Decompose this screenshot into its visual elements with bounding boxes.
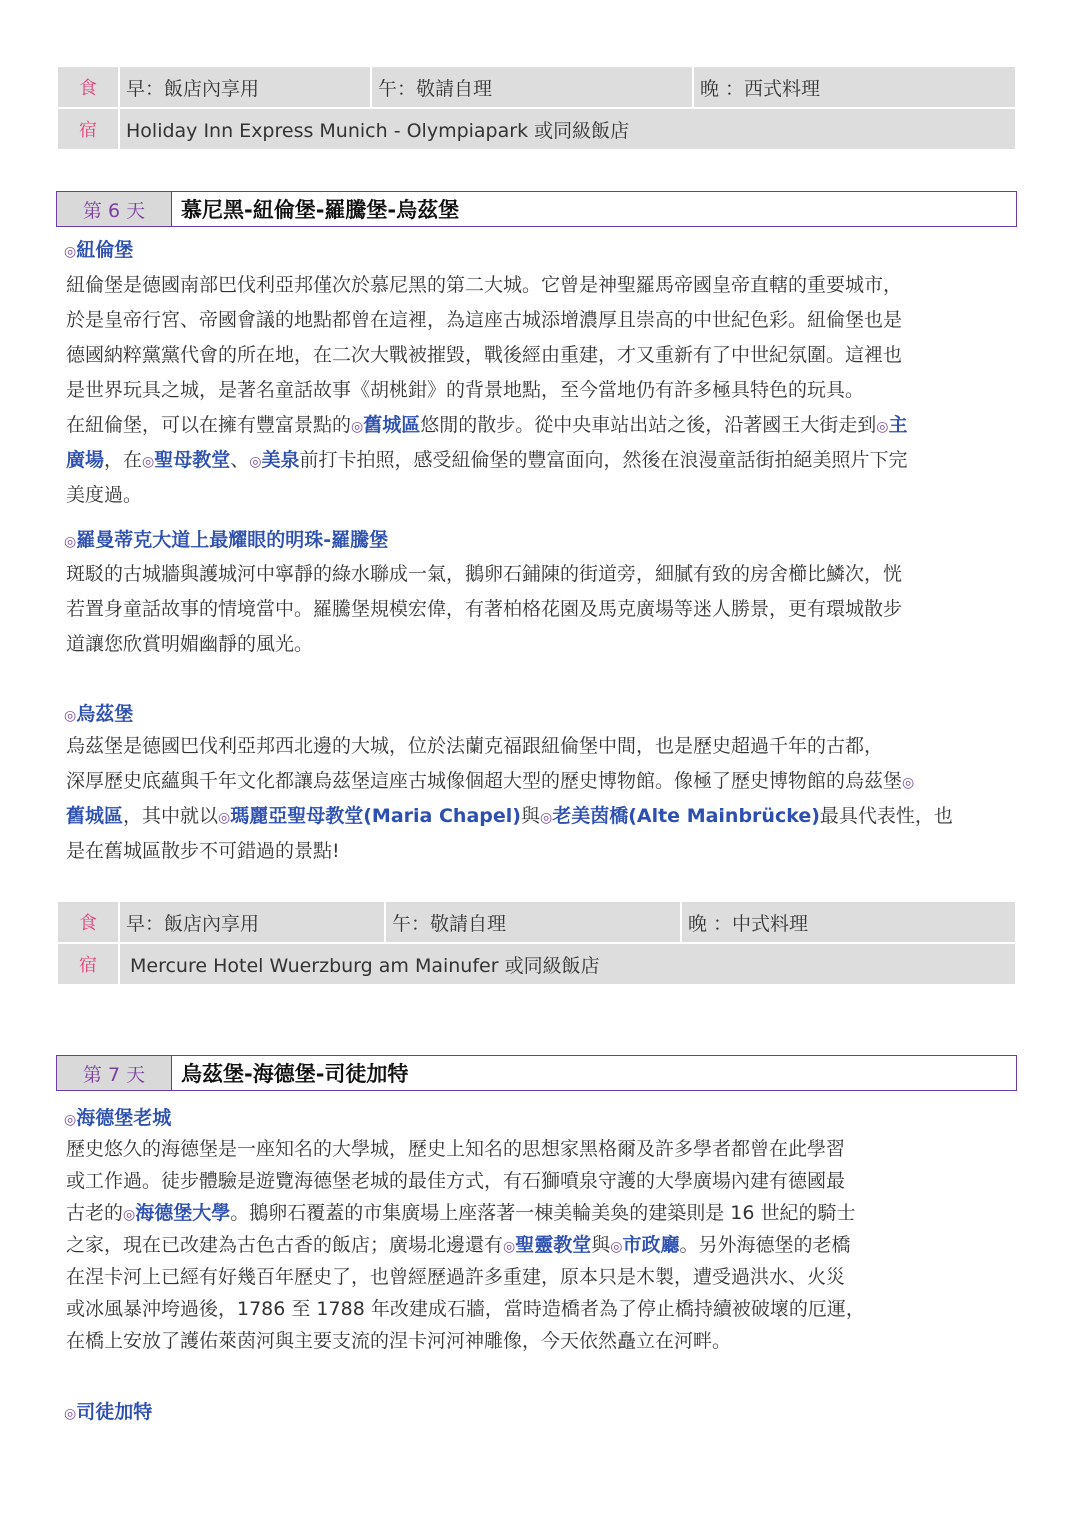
hotel-cell: Mercure Hotel Wuerzburg am Mainufer 或同級飯店 bbox=[119, 943, 1016, 985]
breakfast-cell: 早：飯店內享用 bbox=[119, 66, 371, 108]
section-title-stuttgart: ◎司徒加特 bbox=[64, 1401, 153, 1423]
stay-icon: 宿 bbox=[57, 943, 119, 985]
paragraph-wurzburg: 烏茲堡是德國巴伐利亞邦西北邊的大城，位於法蘭克福跟紐倫堡中間，也是歷史超過千年的古都， 深厚歷史底蘊與千年文化都讓烏茲堡這座古城像個超大型的歷史博物館。像極了歷史博物館的烏茲堡◎ 舊城區，其中就以◎瑪麗亞聖母教堂(Maria Chapel)與◎老美茵橋(Alte Mainbrücke)最具代表性，也 是在舊城區散步不可錯過的景點! bbox=[66, 735, 953, 862]
section-title-rothenburg: ◎羅曼蒂克大道上最耀眼的明珠-羅騰堡 bbox=[64, 529, 389, 551]
day-6-header bbox=[56, 191, 1017, 227]
paragraph-rothenburg: 斑駁的古城牆與護城河中寧靜的綠水聯成一氣，鵝卵石鋪陳的街道旁，細膩有致的房舍櫛比鱗次，恍 若置身童話故事的情境當中。羅騰堡規模宏偉，有著柏格花園及馬克廣場等迷人勝景，更有環城散步 道讓您欣賞明媚幽靜的風光。 bbox=[66, 563, 903, 655]
link-university: ◎海德堡大學 bbox=[123, 1202, 231, 1224]
food-icon: 食 bbox=[57, 901, 119, 943]
link-town-hall: ◎市政廳 bbox=[610, 1234, 680, 1256]
link-maria-chapel: ◎瑪麗亞聖母教堂(Maria Chapel) bbox=[218, 805, 521, 827]
link-old-bridge: ◎老美茵橋(Alte Mainbrücke) bbox=[539, 805, 820, 827]
section-title-heidelberg: ◎海德堡老城 bbox=[64, 1107, 172, 1129]
food-icon: 食 bbox=[57, 66, 119, 108]
dinner-cell: 晚 ：中式料理 bbox=[681, 901, 1016, 943]
hotel-cell: Holiday Inn Express Munich - Olympiapark 或同級飯店 bbox=[119, 108, 1016, 150]
link-main-square: ◎主 bbox=[876, 414, 908, 436]
link-church: ◎聖母教堂 bbox=[142, 449, 231, 471]
meal-table-day5 bbox=[56, 65, 1017, 151]
day-number: 第 6 天 bbox=[57, 192, 172, 226]
paragraph-heidelberg: 歷史悠久的海德堡是一座知名的大學城，歷史上知名的思想家黑格爾及許多學者都曾在此學習 或工作過。徒步體驗是遊覽海德堡老城的最佳方式，有石獅噴泉守護的大學廣場內建有德國最 古老的◎海德堡大學。鵝卵石覆蓋的市集廣場上座落著一棟美輪美奐的建築則是 16 世紀的騎士 之家，現在已改建為古色古香的飯店；廣場北邊還有◎聖靈教堂與◎市政廳。另外海德堡的老橋 在涅卡河上已經有好幾百年歷史了，也曾經歷過許多重建，原本只是木製，遭受過洪水、火災 或冰風暴沖垮過後，1786 至 1788 年改建成石牆，當時造橋者為了停止橋持續被破壞的厄運， 在橋上安放了護佑萊茵河與主要支流的涅卡河河神雕像，今天依然矗立在河畔。 bbox=[66, 1138, 865, 1352]
day-title: 慕尼黑-紐倫堡-羅騰堡-烏茲堡 bbox=[181, 198, 460, 222]
meal-table-day6 bbox=[56, 900, 1017, 986]
section-title-nuremberg: ◎紐倫堡 bbox=[64, 239, 134, 261]
day-title: 烏茲堡-海德堡-司徒加特 bbox=[181, 1062, 409, 1086]
breakfast-cell: 早：飯店內享用 bbox=[119, 901, 385, 943]
section-title-wurzburg: ◎烏茲堡 bbox=[64, 703, 134, 725]
lunch-cell: 午：敬請自理 bbox=[385, 901, 681, 943]
dinner-cell: 晚 ：西式料理 bbox=[693, 66, 1016, 108]
link-old-town: ◎舊城區 bbox=[351, 414, 421, 436]
link-fountain: ◎美泉 bbox=[249, 449, 300, 471]
link-holy-spirit-church: ◎聖靈教堂 bbox=[503, 1234, 592, 1256]
stay-icon: 宿 bbox=[57, 108, 119, 150]
day-number: 第 7 天 bbox=[57, 1056, 172, 1090]
paragraph-nuremberg: 紐倫堡是德國南部巴伐利亞邦僅次於慕尼黑的第二大城。它曾是神聖羅馬帝國皇帝直轄的重要城市， 於是皇帝行宮、帝國會議的地點都曾在這裡，為這座古城添增濃厚且崇高的中世紀色彩。紐倫堡也是 德國納粹黨黨代會的所在地，在二次大戰被摧毀，戰後經由重建，才又重新有了中世紀氛圍。這裡也 是世界玩具之城，是著名童話故事《胡桃鉗》的背景地點，至今當地仍有許多極具特色的玩具。 在紐倫堡，可以在擁有豐富景點的◎舊城區悠閒的散步。從中央車站出站之後，沿著國王大街走到◎主 廣場，在◎聖母教堂、◎美泉前打卡拍照，感受紐倫堡的豐富面向，然後在浪漫童話街拍絕美照片下完 美度過。 bbox=[66, 274, 908, 506]
lunch-cell: 午：敬請自理 bbox=[371, 66, 693, 108]
day-7-header bbox=[56, 1055, 1017, 1091]
